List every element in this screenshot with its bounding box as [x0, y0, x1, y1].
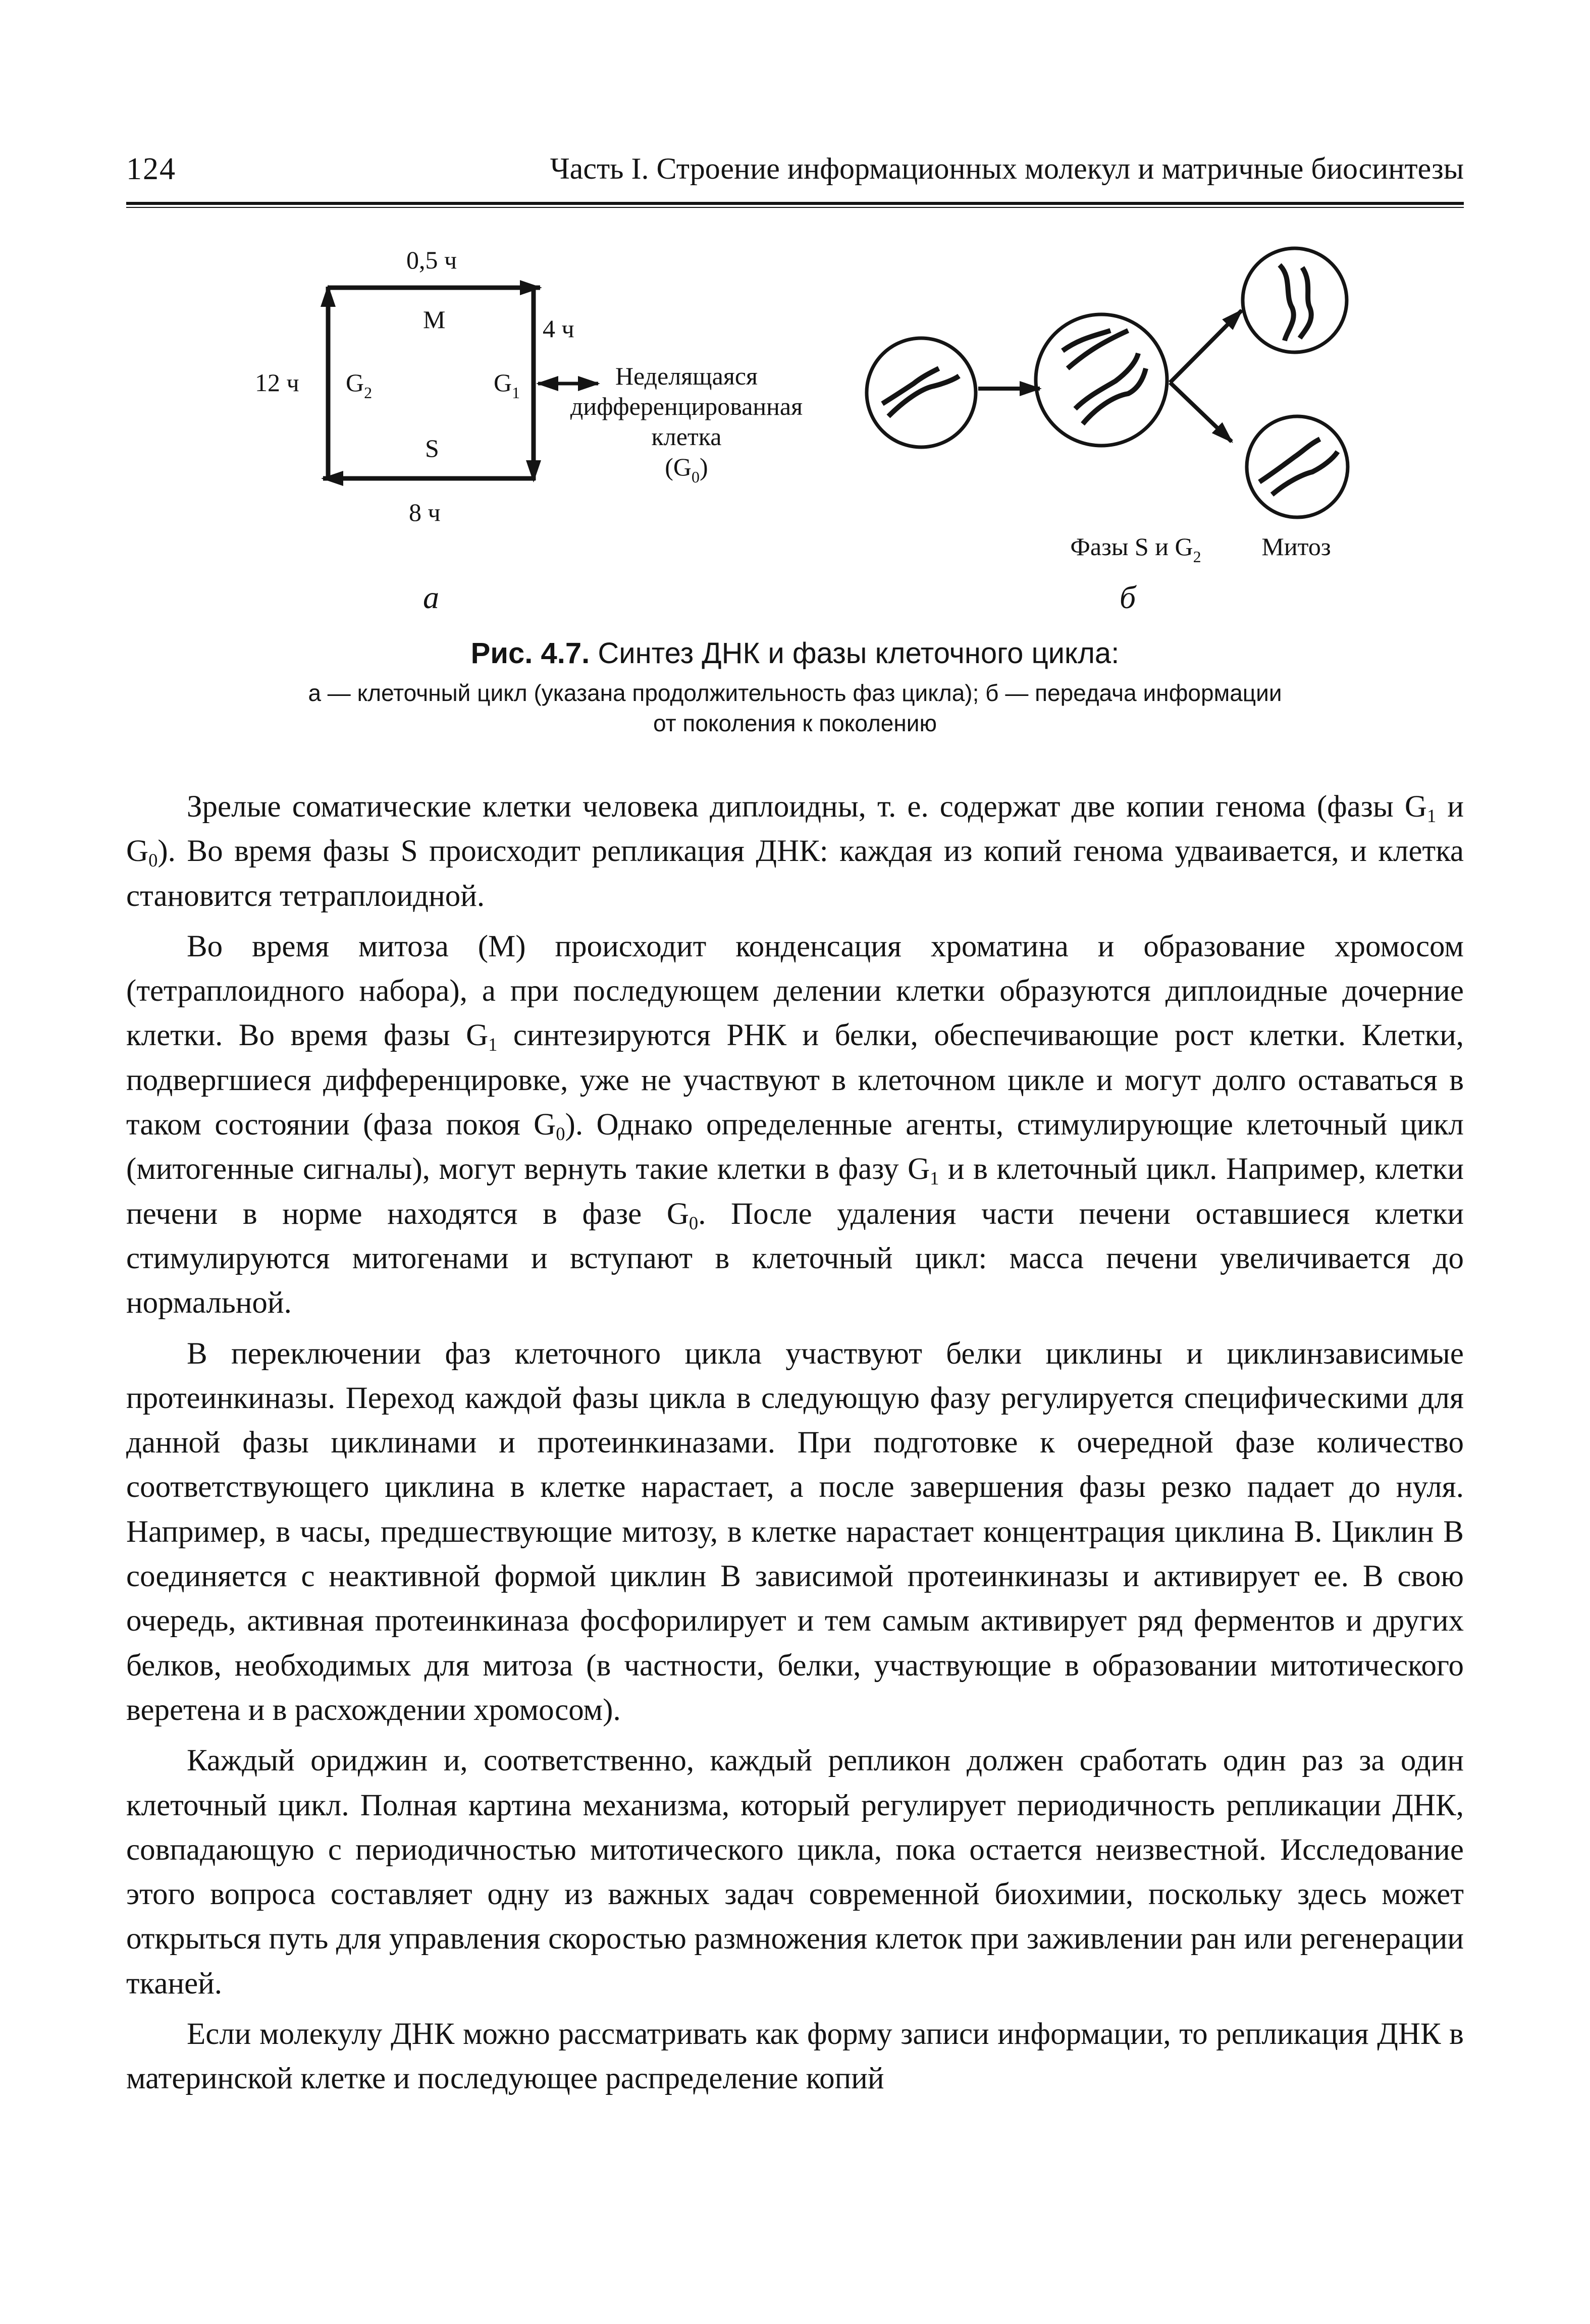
duration-right: 4 ч: [543, 314, 574, 343]
daughter-cell-top: [1243, 248, 1347, 352]
header-rule: [126, 202, 1464, 208]
g0-label-line3: клетка: [651, 422, 722, 451]
duration-top: 0,5 ч: [406, 246, 457, 274]
dna-strand-daughter-bottom-1: [1259, 439, 1320, 482]
daughter-cell-bottom: [1247, 416, 1348, 517]
mitosis-label: Митоз: [1261, 532, 1331, 561]
running-title: Часть I. Строение информационных молекул и матричные биосинтезы: [550, 152, 1464, 185]
duration-left: 12 ч: [255, 368, 299, 397]
caption-number: Рис. 4.7.: [470, 637, 590, 670]
body-text: [126, 785, 1464, 2107]
phase-m: M: [423, 305, 446, 334]
dna-strand-daughter-top-1: [1280, 265, 1294, 341]
caption-text-line2: от поколения к поколению: [653, 710, 937, 736]
g0-label-line4: $(G_0)$: [665, 453, 708, 486]
g0-label-line1: Неделящаяся: [615, 362, 758, 390]
page-header: [126, 151, 1464, 192]
paragraph-3: В переключении фаз клеточного цикла участвуют белки циклины и циклинзависимые протеинкиназы. Переход каждой фазы цикла в следующую фазу регулируется специфическими для данной фазы циклинами и протеинкиназами. При подготовке к очередной фазе количество соответствующего циклина в клетке нарастает, а после завершения фазы резко падает до нуля. Например, в часы, предшествующие митозу, в клетке нарастает концентрация циклина B. Циклин B соединяется с неактивной формой циклин B зависимой протеинкиназы и активирует ее. В свою очередь, активная протеинкиназа фосфорилирует и тем самым активирует ряд ферментов и других белков, необходимых для митоза (в частности, белки, участвующие в образовании митотического веретена и в расхождении хромосом).: [126, 1336, 1464, 1727]
panel-b-label: б: [1120, 579, 1136, 615]
dna-strand-daughter-bottom-2: [1272, 452, 1338, 495]
dna-strand-daughter-top-2: [1300, 267, 1311, 338]
duration-bottom: 8 ч: [409, 498, 441, 526]
dna-strand-g1-b: [888, 376, 959, 416]
paragraph-1: Зрелые соматические клетки человека диплоидны, т. е. содержат две копии генома (фазы $G_1$ и $G_0$). Во время фазы S происходит репликация ДНК: каждая из копий генома удваивается, и клетка становится тетраплоидной.: [126, 790, 1464, 913]
caption-title: [126, 633, 1464, 674]
phase-s: S: [425, 434, 439, 462]
arrow-to-daughter-top: [1170, 310, 1242, 383]
phase-g2: $G_2$: [346, 368, 373, 402]
caption-text-line1: а — клеточный цикл (указана продолжительность фаз цикла); б — передача информации: [308, 680, 1282, 706]
paragraph-4: Каждый ориджин и, соответственно, каждый репликон должен сработать один раз за один клеточный цикл. Полная картина механизма, который регулирует периодичность репликации ДНК, совпадающую с периодичностью митотического цикла, пока остается неизвестной. Исследование этого вопроса составляет одну из важных задач современной биохимии, поскольку здесь может открыться путь для управления скоростью размножения клеток при заживлении ран или регенерации тканей.: [126, 1744, 1464, 2001]
paragraph-5: Если молекулу ДНК можно рассматривать как форму записи информации, то репликация ДНК в материнской клетке и последующее распределение копий: [126, 2017, 1464, 2096]
g0-label-line2: дифференцированная: [570, 392, 803, 420]
cell-cycle-panel: [255, 246, 803, 615]
figure-caption: [126, 633, 1464, 738]
phase-g1: $G_1$: [494, 368, 520, 402]
caption-text: [126, 678, 1464, 738]
page-number: 124: [126, 152, 176, 186]
info-transfer-panel: [867, 248, 1348, 615]
phases-s-g2-label: Фазы S и $G_2$: [1070, 532, 1201, 566]
caption-heading: Синтез ДНК и фазы клеточного цикла:: [598, 637, 1120, 670]
arrow-to-daughter-bottom: [1170, 383, 1232, 442]
paragraph-2: Во время митоза (M) происходит конденсация хроматина и образование хромосом (тетраплоидного набора), а при последующем делении клетки образуются диплоидные дочерние клетки. Во время фазы $G_1$ синтезируются РНК и белки, обеспечивающие рост клетки. Клетки, подвергшиеся дифференцировке, уже не участвуют в клеточном цикле и могут долго оставаться в таком состоянии (фаза покоя $G_0$). Однако определенные агенты, стимулирующие клеточный цикл (митогенные сигналы), могут вернуть такие клетки в фазу $G_1$ и в клеточный цикл. Например, клетки печени в норме находятся в фазе $G_0$. После удаления части печени оставшиеся клетки стимулируются митогенами и вступают в клеточный цикл: масса печени увеличивается до нормальной.: [126, 929, 1464, 1320]
panel-a-label: а: [423, 579, 439, 615]
